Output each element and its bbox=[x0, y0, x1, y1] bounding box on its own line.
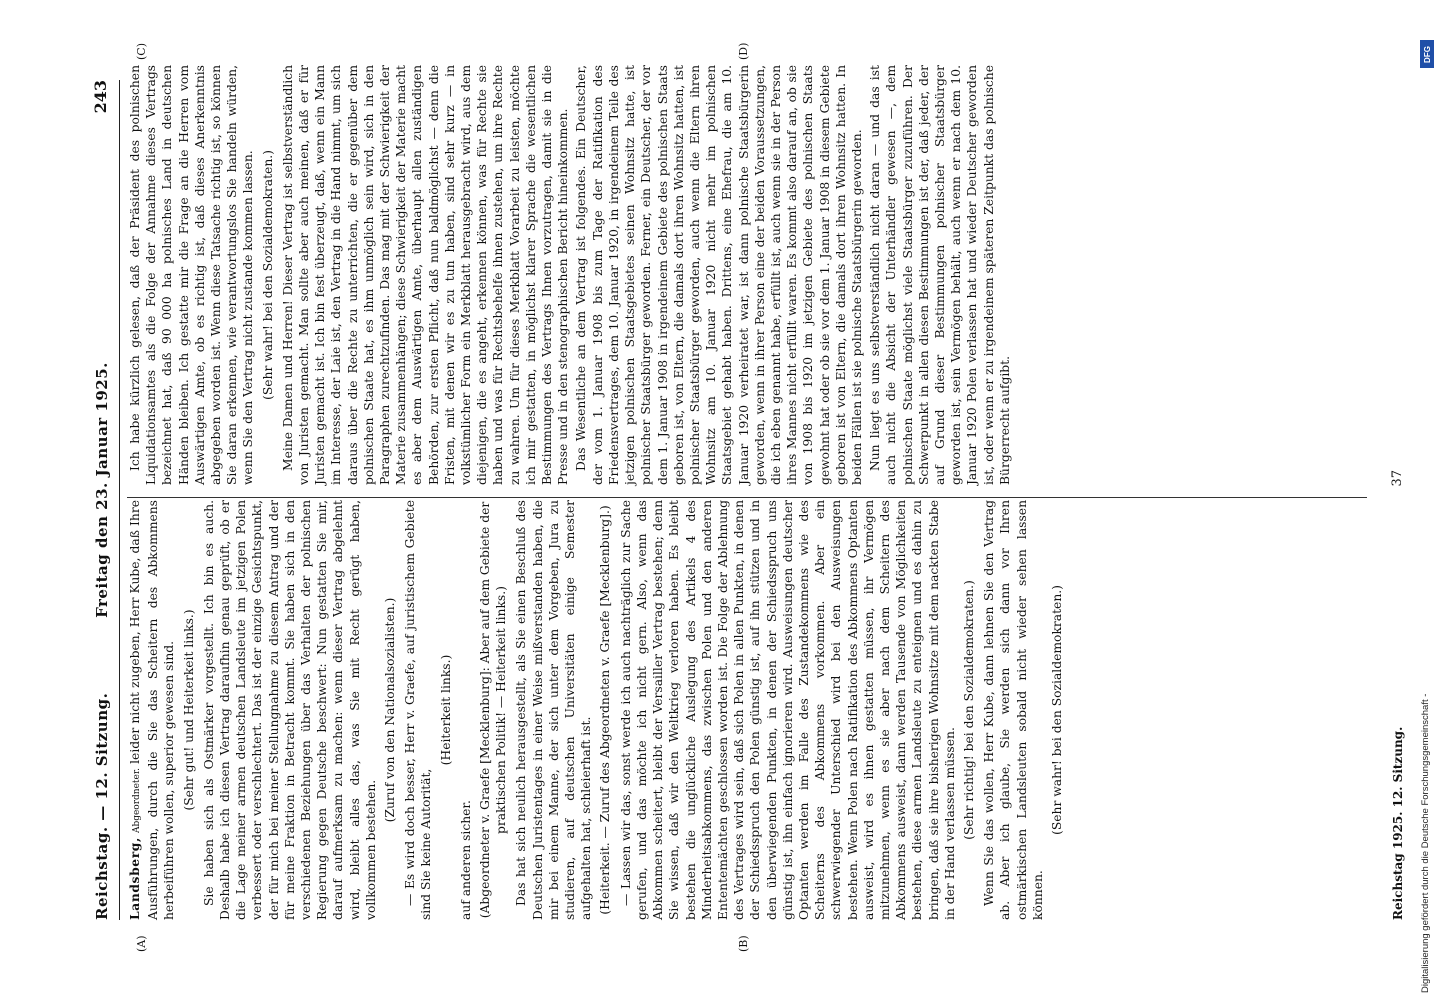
scanned-page bbox=[87, 40, 1417, 960]
interjection: (Sehr richtig! bei den Sozialdemokraten.) bbox=[961, 580, 976, 840]
speaker-name: Landsberg, bbox=[127, 837, 142, 920]
page-header bbox=[87, 60, 117, 920]
speaker-role: Abgeordneter. bbox=[132, 767, 142, 834]
left-paragraph: Sie haben sich als Ostmärker vorgestellt. Ich bin es auch. Deshalb habe ich diesen Vertrag daraufhin genau geprüft, ob er die Lage meiner armen deutschen Landsleute im jetzigen Polen verbessert oder verschlechtert. Das ist der einzige Gesichtspunkt, der für mich bei meiner Stellungnahme zu diesem Antrag und der für meine Fraktion in Betracht kommt. Sie haben sich in den verschiedenen Beziehungen über das Verhalten der polnischen Regierung gegen Deutsche beschwert: Nun gestatten Sie mir, darauf aufmerksam zu machen: wenn dieser Vertrag abgelehnt wird, bleibt alles das, was Sie mit Recht gerügt haben, vollkommen bestehen. bbox=[201, 500, 378, 920]
left-paragraph: — Es wird doch besser, Herr v. Graefe, auf juristischem Gebiete sind Sie keine Autorität, bbox=[403, 500, 434, 920]
margin-marker-b: (B) bbox=[737, 935, 750, 952]
left-paragraph: Landsberg, Abgeordneter. leider nicht zugeben, Herr Kube, daß Ihre Ausführungen, durch die Sie das Scheitern des Abkommens herbeiführen wollen, superior gewesen sind. bbox=[127, 500, 177, 920]
left-column bbox=[127, 500, 1069, 920]
interjection: (Heiterkeit links.) bbox=[438, 654, 453, 766]
left-paragraph: — Lassen wir das, sonst werde ich auch nachträglich zur Sache gerufen, und das möchte ich nicht gern. Also, wenn das Abkommen scheitert, bleibt der Versailler Vertrag bestehen; denn Sie wissen, daß wir den Weltkrieg verloren haben. Es bleibt bestehen die unglückliche Auslegung des Artikels 4 des Minderheitsabkommens, das zwischen Polen und den anderen Ententemächten geschlossen worden ist. Die Folge der Ablehnung des Vertrages wird sein, daß sich Polen in allen Punkten, in denen der Schiedsspruch den Polen günstig ist, auf ihn stützen und in den überwiegenden Punkten, in denen der Schiedsspruch uns günstig ist, ihn einfach ignorieren wird. Ausweisungen deutscher Optanten werden im Falle des Zustandekommens wie des Scheiterns des Abkommens vorkommen. Aber ein schwerwiegender Unterschied wird bei den Ausweisungen bestehen. Wenn Polen nach Ratifikation des Abkommens Optanten ausweist, wird es ihnen gestatten müssen, ihr Vermögen mitzunehmen, wenn es sie aber nach dem Scheitern des Abkommens ausweist, dann werden Tausende von Möglichkeiten bestehen, diese armen Landsleute zu enteignen und es dahin zu bringen, daß sie ihre bisherigen Wohnsitze mit dem nackten Stabe in der Hand verlassen müssen. bbox=[618, 500, 957, 920]
interjection: (Sehr gut! und Heiterkeit links.) bbox=[181, 609, 196, 811]
header-rule bbox=[119, 80, 120, 920]
header-date: Freitag den 23. Januar 1925. bbox=[93, 362, 111, 618]
right-paragraph: Das Wesentliche an dem Vertrag ist folgendes. Ein Deutscher, der vom 1. Januar 1908 bis zum Tage der Ratifikation des Friedensvertrages, dem 10. Januar 1920, in irgendeinem Teile des jetzigen polnischen Staatsgebietes seinen Wohnsitz hatte, ist polnischer Staatsbürger geworden. Ferner, ein Deutscher, der vor dem 1. Januar 1908 in irgendeinem Gebiete des polnischen Staats geboren ist, von Eltern, die damals dort ihren Wohnsitz hatten, ist polnischer Staatsbürger geworden, auch wenn die Eltern ihren Wohnsitz am 10. Januar 1920 nicht mehr im polnischen Staatsgebiet gehabt haben. Drittens, eine Ehefrau, die am 10. Januar 1920 verheiratet war, ist dann polnische Staatsbürgerin geworden, wenn in ihrer Person eine der beiden Voraussetzungen, die ich eben genannt habe, erfüllt ist, auch wenn sie in der Person ihres Mannes nicht erfüllt waren. Es kommt also darauf an, ob sie von 1908 bis 1920 im jetzigen Gebiete des polnischen Staats gewohnt hat oder ob sie vor dem 1. Januar 1908 in diesem Gebiete geboren ist von Eltern, die damals dort ihren Wohnsitz hatten. In beiden Fällen ist sie polnische Staatsbürgerin geworden. bbox=[574, 65, 864, 485]
right-column bbox=[127, 65, 1015, 485]
right-paragraph: Nun liegt es uns selbstverständlich nicht daran — und das ist auch nicht die Absicht der Unterhändler gewesen —, dem polnischen Staate möglichst viele Staatsbürger zuzuführen. Der Schwerpunkt in allen diesen Bestimmungen ist der, daß jeder, der auf Grund dieser Bestimmungen polnischer Staatsbürger geworden ist, sein Vermögen behält, auch wenn er nach dem 10. Januar 1920 Polen verlassen hat und wieder Deutscher geworden ist, oder wenn er zu irgendeinem späteren Zeitpunkt das polnische Bürgerrecht aufgibt. bbox=[868, 65, 1012, 485]
signature-mark: 37 bbox=[1390, 470, 1405, 487]
interjection: (Abgeordneter v. Graefe [Mecklenburg]: Aber auf dem Gebiete der praktischen Politik! — Heiterkeit links.) bbox=[478, 501, 509, 919]
left-paragraph: Das hat sich neulich herausgestellt, als Sie einen Beschluß des Deutschen Juristentages in einer Weise mißverstanden haben, die mir bei einem Manne, der sich unter dem Vorgeben, Jura zu studieren, auf deutschen Universitäten einige Semester aufgehalten hat, schleierhaft ist. bbox=[514, 500, 594, 920]
page-footer: Reichstag 1925. 12. Sitzung. bbox=[1391, 726, 1405, 920]
margin-marker-c: (C) bbox=[135, 43, 148, 60]
margin-marker-a: (A) bbox=[135, 935, 148, 952]
interjection: (Zuruf von den Nationalsozialisten.) bbox=[383, 597, 398, 823]
header-session: Reichstag. — 12. Sitzung. bbox=[93, 692, 111, 920]
page-number: 243 bbox=[91, 80, 110, 114]
margin-marker-d: (D) bbox=[737, 42, 750, 60]
digitization-credit: Digitalisierung gefördert durch die Deutsche Forschungsgemeinschaft - bbox=[1420, 693, 1431, 993]
left-paragraph: auf anderen sicher. bbox=[458, 800, 473, 920]
interjection: (Sehr wahr! bei den Sozialdemokraten.) bbox=[1049, 585, 1064, 835]
right-paragraph: Ich habe kürzlich gelesen, daß der Präsident des polnischen Liquidationsamtes als die Folge der Annahme dieses Vertrags bezeichnet hat, daß 90 000 ha polnisches Land in deutschen Händen bleiben. Ich gestatte mir die Frage an die Herren vom Auswärtigen Amte, ob es richtig ist, daß dieses Anerkenntnis abgegeben worden ist. Wenn diese Tatsache richtig ist, so können Sie daran erkennen, wie verantwortungslos Sie handeln würden, wenn Sie den Vertrag nicht zustande kommen lassen. bbox=[128, 65, 256, 485]
left-paragraph: Wenn Sie das wollen, Herr Kube, dann lehnen Sie den Vertrag ab. Aber ich glaube, Sie werden sich dann vor Ihren ostmärkischen Landsleuten sobald nicht wieder sehen lassen können. bbox=[982, 500, 1045, 920]
interjection: (Heiterkeit. — Zuruf des Abgeordneten v. Graefe [Mecklenburg].) bbox=[598, 505, 613, 915]
dfg-logo: DFG bbox=[1420, 40, 1434, 68]
right-paragraph: Meine Damen und Herren! Dieser Vertrag ist selbstverständlich von Juristen gemacht. Man sollte aber auch meinen, daß er für Juristen gemacht ist. Ich bin fest überzeugt, daß, wenn ein Mann im Interesse, der Laie ist, den Vertrag in die Hand nimmt, um sich daraus über die Rechte zu unterrichten, die er gegenüber dem polnischen Staate hat, es ihm unmöglich sein wird, sich in den Paragraphen zurechtzufinden. Das mag mit der Schwierigkeit der Materie zusammenhängen; diese Schwierigkeit der Materie macht es aber dem Auswärtigen Amte, überhaupt allen zuständigen Behörden, zur ersten Pflicht, daß nun baldmöglichst — denn die Fristen, mit denen wir es zu tun haben, sind sehr kurz — in volkstümlicher Form ein Merkblatt herausgebracht wird, aus dem diejenigen, die es angeht, erkennen können, was für Rechte sie haben und was für Rechtsbehelfe ihnen zustehen, um ihre Rechte zu wahren. Um für dieses Merkblatt Vorarbeit zu leisten, möchte ich mir gestatten, in möglichst klarer Sprache die wesentlichen Bestimmungen des Vertrags Ihnen vorzutragen, damit sie in die Presse und in den stenographischen Bericht hineinkommen. bbox=[280, 65, 571, 485]
column-divider bbox=[127, 497, 1367, 498]
interjection: (Sehr wahr! bei den Sozialdemokraten.) bbox=[260, 150, 275, 400]
